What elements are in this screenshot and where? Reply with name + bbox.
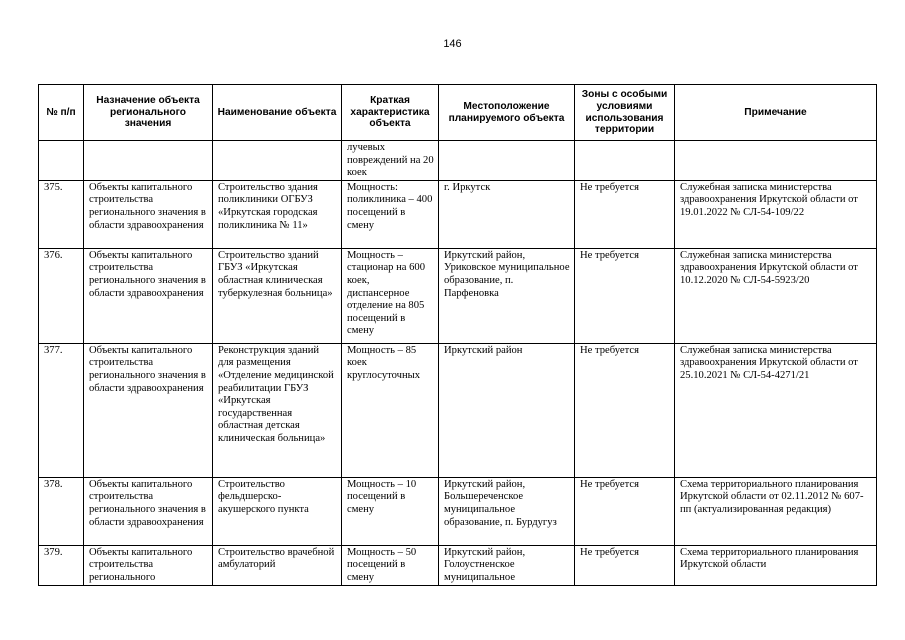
cell-note: Схема территориального планирования Иркутской области	[675, 545, 877, 585]
cell-location: Иркутский район, Уриковское муниципальное образование, п. Парфеновка	[439, 248, 575, 343]
header-note: Примечание	[675, 85, 877, 141]
table-row	[39, 141, 877, 181]
cell-characteristic: Мощность: поликлиника – 400 посещений в смену	[342, 180, 439, 248]
cell-name: Строительство фельдшерско-акушерского пункта	[213, 477, 342, 545]
cell-name	[213, 141, 342, 181]
cell-purpose: Объекты капитального строительства регионального значения в области здравоохранения	[84, 477, 213, 545]
regional-objects-table	[38, 84, 877, 586]
table-row	[39, 477, 877, 545]
header-location: Местоположение планируемого объекта	[439, 85, 575, 141]
cell-location: Иркутский район	[439, 343, 575, 477]
cell-num: 377.	[39, 343, 84, 477]
cell-location	[439, 141, 575, 181]
cell-location: Иркутский район, Большереченское муниципальное образование, п. Бурдугуз	[439, 477, 575, 545]
page-number: 146	[443, 38, 462, 50]
cell-name: Строительство врачебной амбулаторий	[213, 545, 342, 585]
header-name: Наименование объекта	[213, 85, 342, 141]
table-row	[39, 248, 877, 343]
cell-num	[39, 141, 84, 181]
cell-name: Строительство здания поликлиники ОГБУЗ «Иркутская городская поликлиника № 11»	[213, 180, 342, 248]
table-row	[39, 343, 877, 477]
cell-note	[675, 141, 877, 181]
cell-characteristic: Мощность – 50 посещений в смену	[342, 545, 439, 585]
cell-zones: Не требуется	[575, 343, 675, 477]
cell-note: Служебная записка министерства здравоохранения Иркутской области от 25.10.2021 № СЛ-54-4271/21	[675, 343, 877, 477]
cell-characteristic: лучевых повреждений на 20 коек	[342, 141, 439, 181]
cell-name: Реконструкция зданий для размещения «Отделение медицинской реабилитации ГБУЗ «Иркутская государственная областная детская клиническая больница»	[213, 343, 342, 477]
cell-note: Служебная записка министерства здравоохранения Иркутской области от 19.01.2022 № СЛ-54-109/22	[675, 180, 877, 248]
cell-zones: Не требуется	[575, 248, 675, 343]
cell-note: Служебная записка министерства здравоохранения Иркутской области от 10.12.2020 № СЛ-54-5923/20	[675, 248, 877, 343]
cell-zones: Не требуется	[575, 477, 675, 545]
cell-purpose	[84, 141, 213, 181]
cell-zones: Не требуется	[575, 545, 675, 585]
cell-purpose: Объекты капитального строительства регионального	[84, 545, 213, 585]
cell-num: 379.	[39, 545, 84, 585]
cell-characteristic: Мощность – 10 посещений в смену	[342, 477, 439, 545]
header-characteristic: Краткая характеристика объекта	[342, 85, 439, 141]
cell-zones: Не требуется	[575, 180, 675, 248]
cell-location: Иркутский район, Голоустненское муниципальное	[439, 545, 575, 585]
cell-num: 375.	[39, 180, 84, 248]
cell-note: Схема территориального планирования Иркутской области от 02.11.2012 № 607-пп (актуализированная редакция)	[675, 477, 877, 545]
table-row	[39, 180, 877, 248]
cell-num: 376.	[39, 248, 84, 343]
cell-location: г. Иркутск	[439, 180, 575, 248]
header-num: № п/п	[39, 85, 84, 141]
table-header-row	[39, 85, 877, 141]
cell-purpose: Объекты капитального строительства регионального значения в области здравоохранения	[84, 180, 213, 248]
header-zones: Зоны с особыми условиями использования территории	[575, 85, 675, 141]
cell-characteristic: Мощность – 85 коек круглосуточных	[342, 343, 439, 477]
cell-characteristic: Мощность – стационар на 600 коек, диспансерное отделение на 805 посещений в смену	[342, 248, 439, 343]
cell-zones	[575, 141, 675, 181]
header-purpose: Назначение объекта регионального значения	[84, 85, 213, 141]
table-row	[39, 545, 877, 585]
cell-name: Строительство зданий ГБУЗ «Иркутская областная клиническая туберкулезная больница»	[213, 248, 342, 343]
cell-purpose: Объекты капитального строительства регионального значения в области здравоохранения	[84, 248, 213, 343]
cell-num: 378.	[39, 477, 84, 545]
cell-purpose: Объекты капитального строительства регионального значения в области здравоохранения	[84, 343, 213, 477]
